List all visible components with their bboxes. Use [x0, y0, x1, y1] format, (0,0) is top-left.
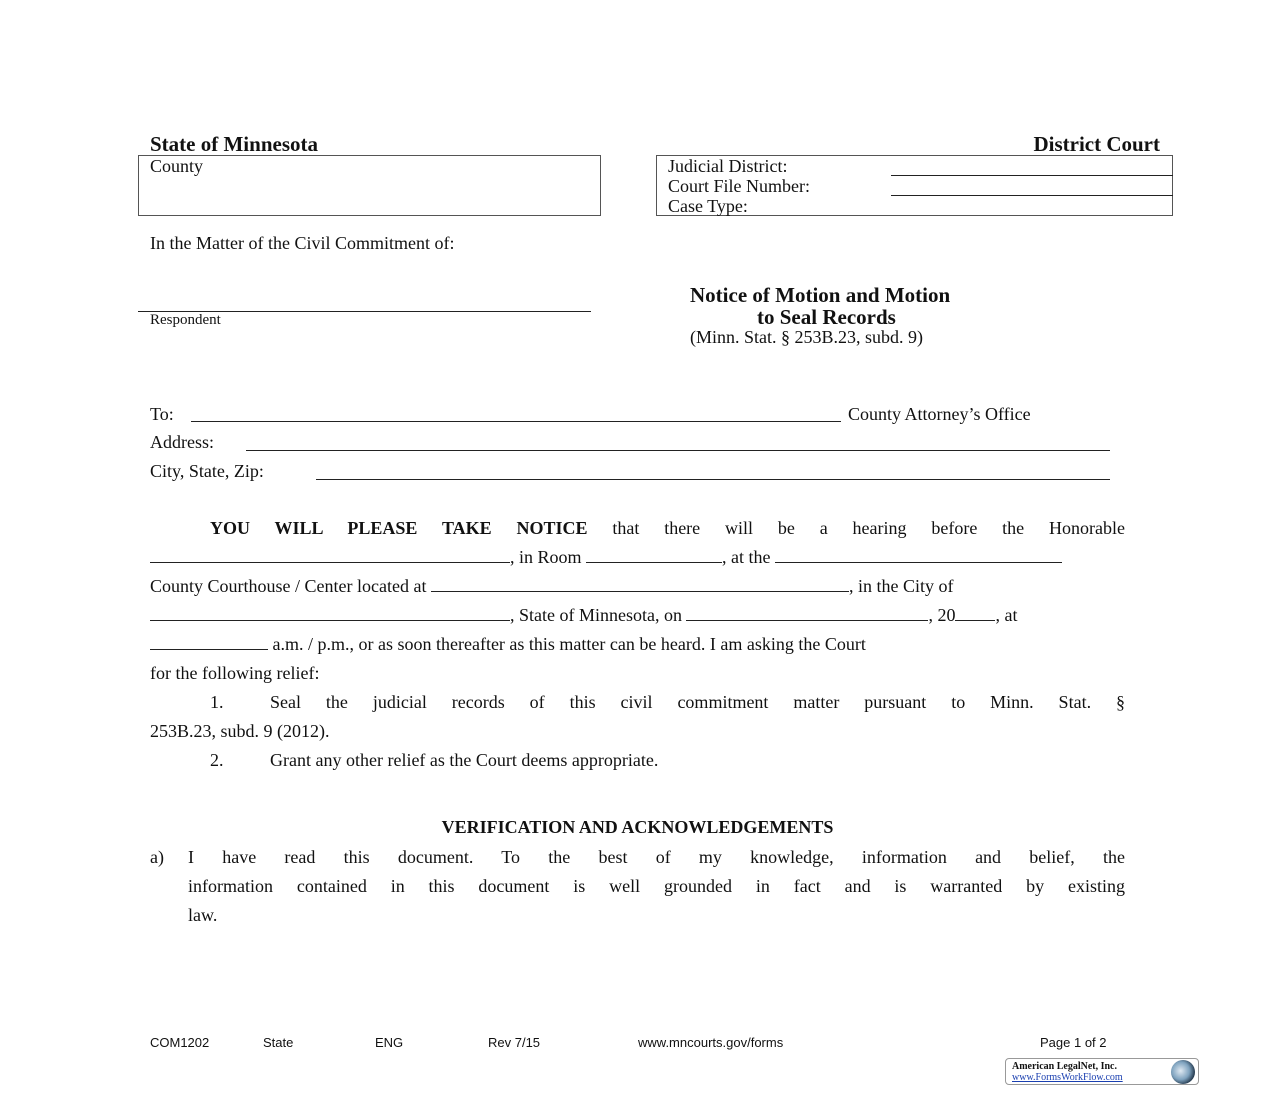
document-title-line1: Notice of Motion and Motion	[690, 283, 951, 307]
judge-name-field[interactable]	[150, 548, 510, 563]
judicial-district-field[interactable]	[891, 175, 1173, 176]
to-field[interactable]	[191, 421, 841, 422]
verification-heading: VERIFICATION AND ACKNOWLEDGEMENTS	[441, 817, 834, 837]
footer-jurisdiction: State	[263, 1035, 294, 1050]
footer-language: ENG	[375, 1035, 404, 1050]
hearing-date-field[interactable]	[686, 606, 928, 621]
city-state-zip-label: City, State, Zip:	[150, 461, 264, 481]
document-title-line2: to Seal Records	[757, 305, 896, 329]
city-field[interactable]	[150, 606, 510, 621]
statute-citation: (Minn. Stat. § 253B.23, subd. 9)	[690, 327, 924, 347]
judicial-district-label: Judicial District:	[668, 156, 788, 176]
county-name-field[interactable]	[775, 548, 1062, 563]
matter-caption: In the Matter of the Civil Commitment of:	[150, 233, 455, 253]
verification-item-a-line1: I have read this document. To the best of my knowledge, information and belief, the	[188, 847, 1125, 867]
city-state-zip-field[interactable]	[316, 479, 1110, 480]
county-attorney-office-label: County Attorney’s Office	[848, 404, 1031, 424]
to-label: To:	[150, 404, 174, 424]
vendor-logo-badge[interactable]	[1005, 1058, 1199, 1085]
county-label: County	[150, 156, 204, 176]
room-field[interactable]	[586, 548, 722, 563]
relief-item-2-text: Grant any other relief as the Court deems appropriate.	[270, 750, 659, 770]
relief-item-2-number: 2.	[210, 750, 224, 770]
footer-page-number: Page 1 of 2	[1040, 1035, 1107, 1050]
verification-item-a-line2: information contained in this document is well grounded in fact and is warranted by existing	[188, 876, 1125, 896]
respondent-label: Respondent	[150, 312, 221, 328]
verification-item-a-line3: law.	[188, 905, 218, 925]
footer-form-id: COM1202	[150, 1035, 210, 1050]
state-heading: State of Minnesota	[150, 132, 318, 156]
court-file-number-label: Court File Number:	[668, 176, 810, 196]
hearing-time-field[interactable]	[150, 635, 268, 650]
address-field[interactable]	[246, 450, 1110, 451]
notice-line-1: YOU WILL PLEASE TAKE NOTICE that there will be a hearing before the Honorable	[210, 518, 1125, 538]
vendor-name: American LegalNet, Inc.	[1012, 1061, 1117, 1072]
address-label: Address:	[150, 432, 214, 452]
case-type-label: Case Type:	[668, 196, 748, 216]
relief-intro: for the following relief:	[150, 663, 320, 683]
notice-line-4: , State of Minnesota, on , 20 , at	[150, 601, 1125, 630]
verification-item-a-label: a)	[150, 847, 164, 867]
vendor-url-link[interactable]: www.FormsWorkFlow.com	[1012, 1072, 1123, 1083]
courthouse-address-field[interactable]	[431, 577, 849, 592]
relief-item-1-number: 1.	[210, 692, 224, 712]
relief-item-1-text: Seal the judicial records of this civil commitment matter pursuant to Minn. Stat. §	[270, 692, 1125, 712]
relief-item-1-continuation: 253B.23, subd. 9 (2012).	[150, 721, 330, 741]
court-heading: District Court	[1033, 132, 1160, 156]
case-info-box	[656, 155, 1173, 216]
notice-line-3: County Courthouse / Center located at , in the City of	[150, 576, 954, 596]
notice-line-2: , in Room , at the	[150, 543, 1125, 572]
footer-url[interactable]: www.mncourts.gov/forms	[638, 1035, 784, 1050]
footer-revision: Rev 7/15	[488, 1035, 541, 1050]
court-file-number-field[interactable]	[891, 195, 1173, 196]
globe-icon	[1171, 1060, 1195, 1084]
notice-line-5: a.m. / p.m., or as soon thereafter as this matter can be heard. I am asking the Court	[150, 630, 1125, 659]
county-box	[138, 155, 601, 216]
notice-lead: YOU WILL PLEASE TAKE NOTICE	[210, 518, 588, 538]
hearing-year-field[interactable]	[955, 606, 995, 621]
